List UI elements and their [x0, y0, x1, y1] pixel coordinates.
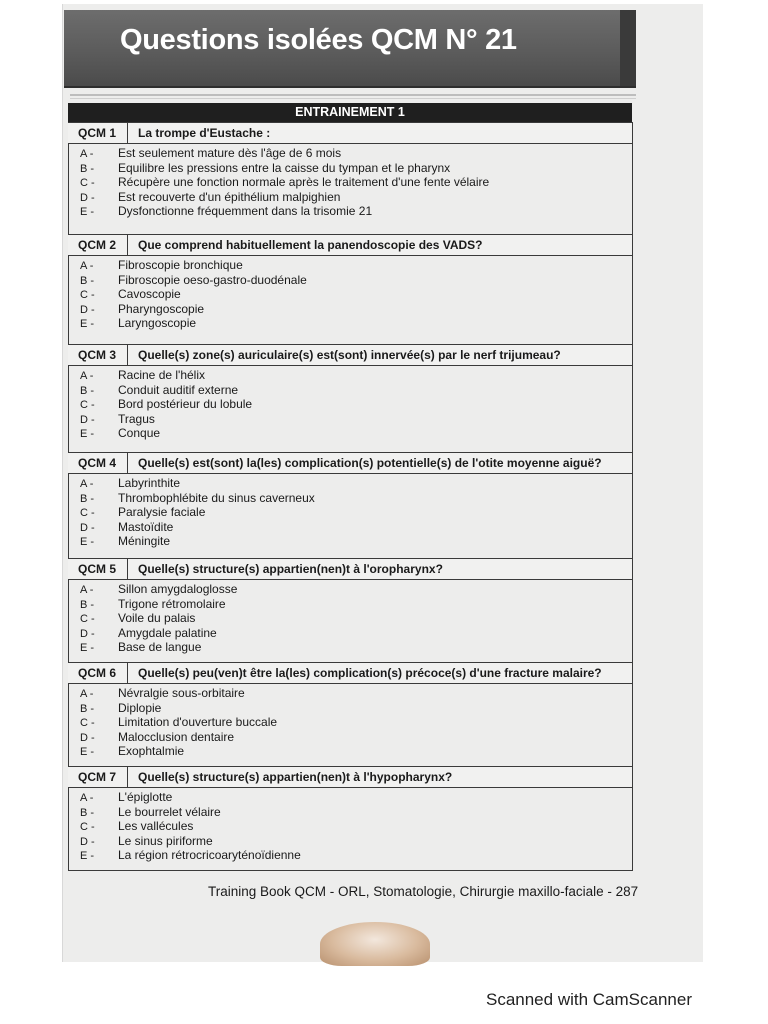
option-text: Tragus	[118, 411, 155, 426]
option-letter: E -	[80, 206, 95, 218]
question-header	[68, 766, 632, 788]
option-letter: A -	[80, 260, 94, 272]
option-text: Conque	[118, 426, 161, 440]
answer-option	[80, 505, 620, 519]
answer-option	[80, 412, 620, 426]
option-text: Conduit auditif externe	[118, 382, 239, 397]
question-header	[68, 344, 632, 366]
option-text: Paralysie faciale	[118, 505, 206, 519]
question-text: Quelle(s) structure(s) appartien(nen)t à l'hypopharynx?	[138, 770, 453, 784]
option-text: L'épiglotte	[118, 790, 173, 804]
answer-option	[80, 161, 620, 175]
question-header	[68, 662, 632, 684]
option-letter: E -	[80, 642, 95, 654]
option-letter: D -	[80, 627, 95, 640]
answer-option	[80, 819, 620, 833]
option-text: Base de langue	[118, 640, 202, 654]
option-text: Equilibre les pressions entre la caisse du tympan et le pharynx	[118, 160, 451, 175]
option-text: Dysfonctionne fréquemment dans la trisomie 21	[118, 204, 373, 218]
option-text: Thrombophlébite du sinus caverneux	[118, 490, 315, 505]
option-letter: C -	[80, 613, 95, 625]
question-text: Quelle(s) peu(ven)t être la(les) complication(s) précoce(s) d'une fracture malaire?	[138, 666, 602, 680]
question-header	[68, 452, 632, 474]
divider	[70, 98, 636, 99]
answer-option	[80, 626, 620, 640]
question-header	[68, 234, 632, 256]
option-text: Est seulement mature dès l'âge de 6 mois	[118, 146, 342, 160]
option-text: Fibroscopie bronchique	[118, 258, 243, 272]
option-text: Exophtalmie	[118, 744, 185, 758]
option-text: Récupère une fonction normale après le traitement d'une fente vélaire	[118, 175, 490, 189]
option-letter: A -	[80, 688, 94, 700]
answer-option	[80, 491, 620, 505]
answer-option	[80, 730, 620, 744]
option-letter: E -	[80, 850, 95, 862]
option-letter: A -	[80, 584, 94, 596]
option-letter: D -	[80, 191, 95, 204]
answer-option	[80, 611, 620, 625]
answer-option	[80, 368, 620, 382]
answer-option	[80, 805, 620, 819]
answer-option	[80, 175, 620, 189]
answer-option	[80, 597, 620, 611]
option-letter: C -	[80, 507, 95, 519]
option-text: Bord postérieur du lobule	[118, 397, 253, 411]
question-number: QCM 7	[68, 767, 128, 787]
question-number: QCM 3	[68, 345, 128, 365]
option-letter: D -	[80, 413, 95, 426]
answer-option	[80, 582, 620, 596]
option-letter: B -	[80, 598, 95, 611]
option-letter: A -	[80, 148, 94, 160]
option-text: Labyrinthite	[118, 476, 181, 490]
answer-option	[80, 520, 620, 534]
answer-option	[80, 640, 620, 654]
answer-option	[80, 146, 620, 160]
option-text: Malocclusion dentaire	[118, 729, 235, 744]
divider	[70, 94, 636, 96]
option-text: Limitation d'ouverture buccale	[118, 715, 278, 729]
answer-option	[80, 701, 620, 715]
option-text: Cavoscopie	[118, 287, 181, 301]
question-header	[68, 558, 632, 580]
answer-option	[80, 744, 620, 758]
answer-option	[80, 476, 620, 490]
answer-option	[80, 426, 620, 440]
header-stripe	[620, 10, 636, 86]
option-letter: B -	[80, 162, 95, 175]
option-text: La région rétrocricoaryténoïdienne	[118, 848, 301, 862]
option-text: Trigone rétromolaire	[118, 596, 226, 611]
option-letter: E -	[80, 318, 95, 330]
question-header	[68, 122, 632, 144]
option-letter: B -	[80, 806, 95, 819]
answer-option	[80, 397, 620, 411]
page-footer: Training Book QCM - ORL, Stomatologie, Chirurgie maxillo-faciale - 287	[208, 884, 639, 899]
option-letter: C -	[80, 821, 95, 833]
answer-option	[80, 204, 620, 218]
option-text: Racine de l'hélix	[118, 368, 206, 382]
question-text: Quelle(s) structure(s) appartien(nen)t à l'oropharynx?	[138, 562, 443, 576]
option-letter: A -	[80, 478, 94, 490]
answer-option	[80, 273, 620, 287]
option-letter: E -	[80, 746, 95, 758]
page-title: Questions isolées QCM N° 21	[120, 24, 517, 56]
question-text: La trompe d'Eustache :	[138, 126, 271, 140]
question-text: Que comprend habituellement la panendoscopie des VADS?	[138, 238, 483, 252]
option-text: Amygdale palatine	[118, 625, 217, 640]
option-letter: C -	[80, 399, 95, 411]
question-number: QCM 6	[68, 663, 128, 683]
answer-option	[80, 790, 620, 804]
option-letter: D -	[80, 835, 95, 848]
section-banner: ENTRAINEMENT 1	[68, 103, 632, 122]
scanner-watermark: Scanned with CamScanner	[485, 990, 692, 1009]
option-letter: C -	[80, 177, 95, 189]
option-letter: B -	[80, 384, 95, 397]
option-letter: B -	[80, 492, 95, 505]
answer-option	[80, 715, 620, 729]
answer-option	[80, 534, 620, 548]
option-letter: D -	[80, 303, 95, 316]
option-letter: C -	[80, 289, 95, 301]
thumb-photo	[320, 922, 430, 966]
question-number: QCM 5	[68, 559, 128, 579]
answer-option	[80, 834, 620, 848]
option-text: Pharyngoscopie	[118, 301, 205, 316]
option-text: Mastoïdite	[118, 519, 174, 534]
option-text: Le sinus piriforme	[118, 833, 213, 848]
answer-option	[80, 848, 620, 862]
option-letter: A -	[80, 370, 94, 382]
question-number: QCM 4	[68, 453, 128, 473]
answer-option	[80, 287, 620, 301]
answer-option	[80, 190, 620, 204]
option-letter: D -	[80, 731, 95, 744]
answer-option	[80, 383, 620, 397]
option-letter: E -	[80, 536, 95, 548]
option-text: Le bourrelet vélaire	[118, 804, 221, 819]
option-text: Voile du palais	[118, 611, 196, 625]
answer-option	[80, 686, 620, 700]
option-text: Névralgie sous-orbitaire	[118, 686, 245, 700]
question-text: Quelle(s) zone(s) auriculaire(s) est(sont) innervée(s) par le nerf trijumeau?	[138, 348, 561, 362]
option-text: Sillon amygdaloglosse	[118, 582, 238, 596]
option-text: Les vallécules	[118, 819, 194, 833]
option-text: Diplopie	[118, 700, 162, 715]
answer-option	[80, 302, 620, 316]
option-letter: A -	[80, 792, 94, 804]
option-text: Est recouverte d'un épithélium malpighien	[118, 189, 341, 204]
question-number: QCM 2	[68, 235, 128, 255]
option-text: Laryngoscopie	[118, 316, 197, 330]
option-letter: C -	[80, 717, 95, 729]
question-text: Quelle(s) est(sont) la(les) complication(s) potentielle(s) de l'otite moyenne aiguë?	[138, 456, 602, 470]
option-letter: D -	[80, 521, 95, 534]
option-text: Fibroscopie oeso-gastro-duodénale	[118, 272, 307, 287]
answer-option	[80, 316, 620, 330]
option-letter: B -	[80, 702, 95, 715]
option-letter: E -	[80, 428, 95, 440]
question-number: QCM 1	[68, 123, 128, 143]
option-text: Méningite	[118, 534, 171, 548]
option-letter: B -	[80, 274, 95, 287]
answer-option	[80, 258, 620, 272]
